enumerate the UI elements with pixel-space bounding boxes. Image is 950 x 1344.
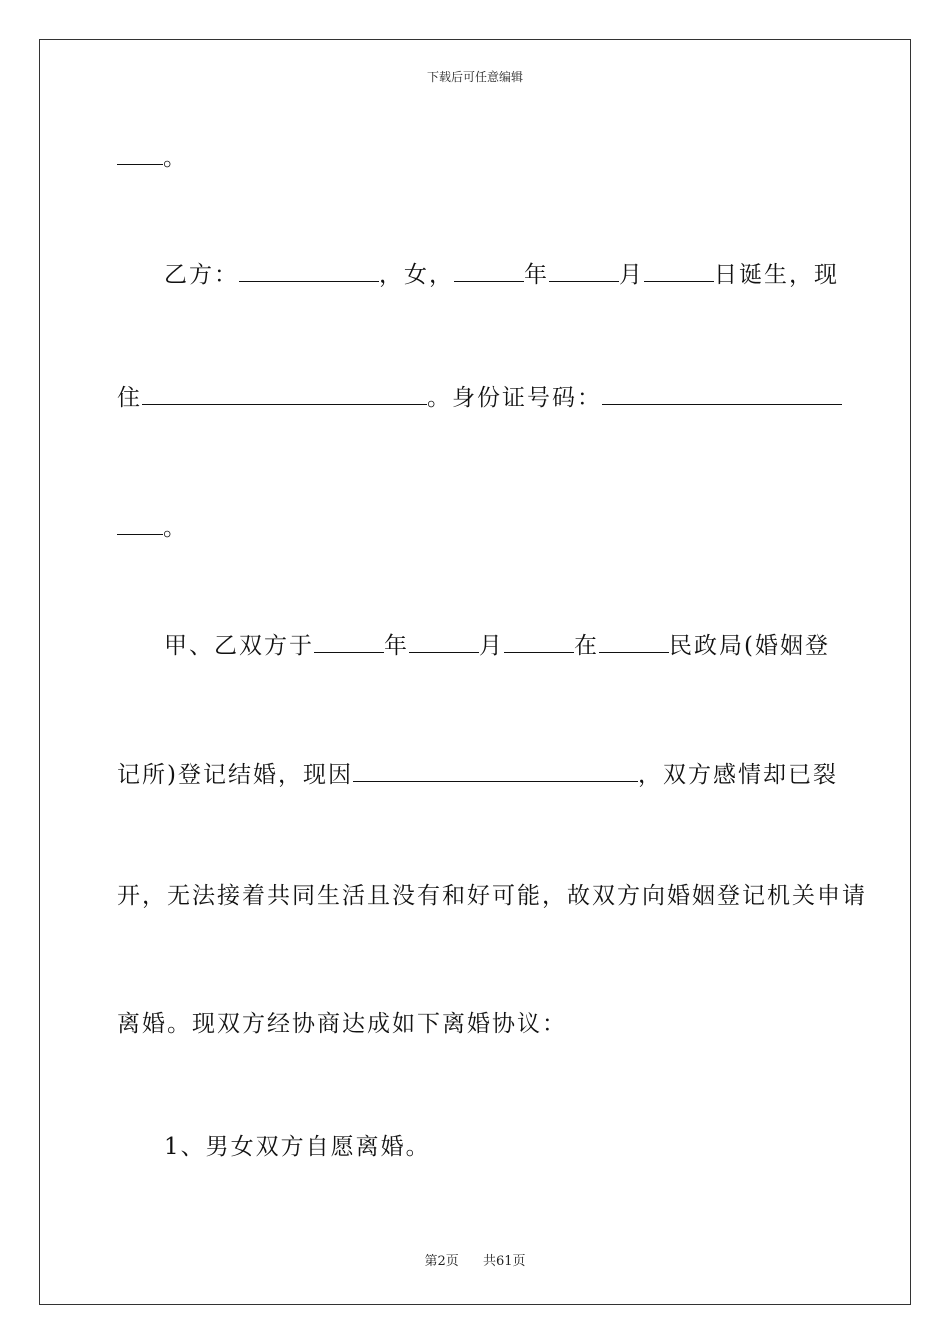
page-number: 第2页 — [424, 1254, 459, 1269]
gender-text: ，女， — [379, 262, 454, 288]
address-label: 住 — [117, 385, 142, 411]
text-line-3 — [117, 382, 833, 413]
marriage-day-blank — [504, 630, 574, 653]
page-footer — [0, 1250, 950, 1269]
party-b-label: 乙方： — [164, 262, 239, 288]
page-header: 下载后可任意编辑 — [426, 70, 523, 84]
text-line-1 — [117, 142, 833, 173]
registry-text: 记所)登记结婚，现因 — [117, 762, 353, 788]
year-text: 年 — [524, 262, 549, 288]
total-pages: 共61页 — [483, 1254, 526, 1269]
text-line-6 — [117, 759, 838, 790]
marriage-year-blank — [314, 630, 384, 653]
address-blank — [142, 382, 427, 405]
id-label: 。身份证号码： — [427, 385, 602, 411]
year-blank — [454, 259, 524, 282]
birth-text: 日诞生，现 — [714, 262, 839, 288]
bureau-blank — [599, 630, 669, 653]
clause-1: 1、男女双方自愿离婚。 — [164, 1134, 431, 1160]
page-border — [39, 39, 911, 1305]
month-blank — [549, 259, 619, 282]
id-blank — [602, 382, 842, 405]
blank-underline — [117, 142, 163, 165]
breakdown-text: ，双方感情却已裂 — [637, 762, 838, 788]
name-blank — [239, 259, 379, 282]
text-line-4 — [117, 512, 833, 543]
blank-underline — [117, 512, 163, 535]
month-text: 月 — [619, 262, 644, 288]
text-line-5: 甲、乙双方于 年 月 在 民政局(婚姻登 — [164, 630, 834, 661]
text-line-2 — [164, 259, 839, 290]
marriage-month-blank — [409, 630, 479, 653]
text-line-7: 开，无法接着共同生活且没有和好可能，故双方向婚姻登记机关申请 — [117, 883, 867, 909]
line-text: 。 — [163, 145, 188, 171]
text-line-8: 离婚。现双方经协商达成如下离婚协议： — [117, 1011, 567, 1037]
reason-blank — [353, 759, 638, 782]
bureau-text: 民政局(婚姻登 — [669, 633, 830, 659]
day-blank — [644, 259, 714, 282]
parties-text: 甲、乙双方于 — [164, 633, 314, 659]
line-text: 。 — [163, 515, 188, 541]
